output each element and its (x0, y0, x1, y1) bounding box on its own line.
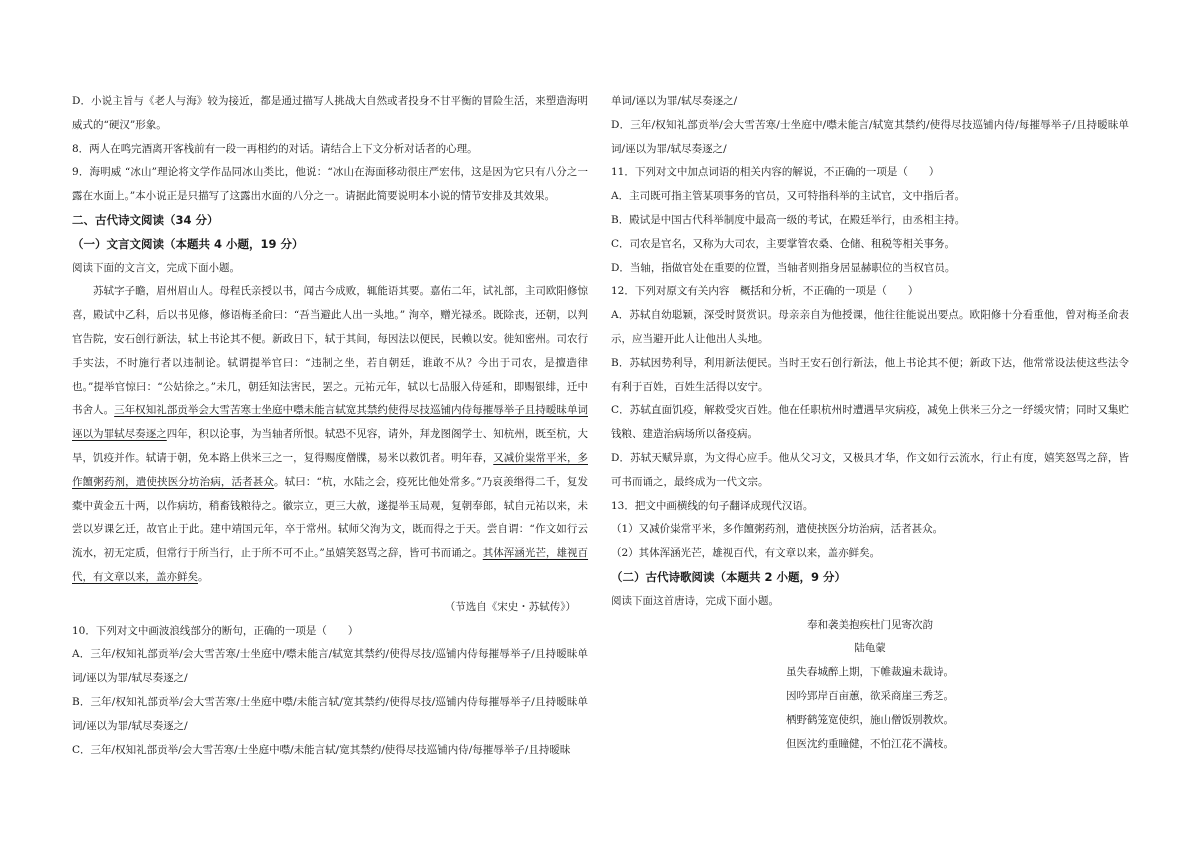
poem-line: 因吟郢岸百亩蕙，欲采商崖三秀芝。 (786, 689, 954, 702)
question-11-option-a: A．主司既可指主管某项事务的官员，又可特指科举的主试官，文中指后者。 (611, 190, 966, 203)
passage-source: （节选自《宋史・苏轼传》） (444, 600, 576, 613)
section-heading-ancient-poetry: （二）古代诗歌阅读（本题共 2 小题，9 分） (611, 569, 847, 584)
poem-author: 陆龟蒙 (854, 642, 886, 655)
passage-underlined-sentence-1: 又减价粜常平米，多作饘粥药剂，遣使挟医分坊治病，活者甚众 (72, 451, 588, 488)
question-10-option-d: D．三年/权知礼部贡举/会大雪苦寒/士坐庭中/噤未能言/轼宽其禁约/使得尽技巡铺内侍/每摧辱举子/且持暧昧单词/诬以为罪/轼尽奏逐之/ (611, 118, 1129, 155)
poem-line: 栖野鹤笼宽使织，施山僧饭别教炊。 (786, 713, 954, 726)
poem-title: 奉和袭美抱疾杜门见寄次韵 (807, 618, 933, 631)
passage-wavy-underlined-sentence: 三年权知礼部贡举会大雪苦寒士坐庭中噤未能言轼宽其禁约使得尽技巡铺内侍每摧辱举子且持暧昧单词诬以为罪轼尽奏逐之 (72, 404, 588, 441)
classical-passage (72, 280, 588, 589)
question-10: 10．下列对文中画波浪线部分的断句，正确的一项是（ ） (72, 624, 359, 637)
passage-text-c: 。轼曰：“杭，水陆之会，疫死比他处常多。”乃哀羡缗得二千，复发橐中黄金五十两，以作病坊，稍畜钱粮待之。徽宗立，更三大赦，遂提举玉局观，复朝奉郎，轼自元祐以来，未尝以岁课乞迁，故官止于此。建中靖国元年，卒于常州。轼师父洵为文，既而得之于天。尝自谓：“作文如行云流水，初无定质，但常行于所当行，止于所不可不止。”虽嬉笑怒骂之辞，皆可书而诵之。 (72, 475, 588, 560)
passage-text-end: 。 (198, 570, 209, 583)
poem-line: 虽失春城醉上期，下帷裁遍未裁诗。 (786, 666, 954, 679)
question-10-option-b: B．三年/权知礼部贡举/会大雪苦寒/士坐庭中噤/未能言轼/宽其禁约/使得尽技/巡铺内侍每摧辱举子/且持暧昧单词/诬以为罪/轼尽奏逐之/ (72, 695, 588, 732)
question-9: 9．海明威 “冰山”理论将文学作品同冰山类比，他说：“冰山在海面移动很庄严宏伟，这是因为它只有八分之一露在水面上。”本小说正是只描写了这露出水面的八分之一。请据此简要说明本小说的情节安排及其效果。 (72, 166, 588, 203)
question-12-option-d: D．苏轼天赋异禀，为文得心应手。他从父习文，又极具才华，作文如行云流水，行止有度，嬉笑怒骂之辞，皆可书而诵之，最终成为一代文宗。 (611, 451, 1129, 488)
question-10-option-c-continued: 单词/诬以为罪/轼尽奏逐之/ (611, 95, 738, 107)
question-12: 12．下列对原文有关内容 概括和分析，不正确的一项是（ ） (611, 285, 919, 298)
passage-text-a: 苏轼字子瞻，眉州眉山人。母程氏亲授以书，闻古今成败，辄能语其要。嘉佑二年，试礼部，主司欧阳修惊喜，殿试中乙科，后以书见修，修语梅圣俞曰：“吾当避此人出一头地。” 洵卒，赠光禄丞。既除丧，还朝，以判官告院，安石创行新法，轼上书论其不便。新政日下，轼于其间，每因法以便民，民赖以安。徙知密州。司农行手实法，不时施行者以违制论。轼谓提举官曰：“违制之坐，若自朝廷，谁敢不从？今出于司农，是擅造律也。”提举官惊曰：“公姑徐之。”未几，朝廷知法害民，罢之。元祐元年，轼以七品服入侍延和，即赐银绯，迁中书舍人。 (72, 285, 588, 417)
question-8: 8．两人在鸣完酒离开客栈前有一段一再相约的对话。请结合上下文分析对话者的心理。 (72, 142, 478, 155)
passage-underlined-sentence-2: 其体浑涵光芒，雄视百代，有文章以来，盖亦鲜矣 (72, 547, 589, 583)
question-11-option-b: B．殿试是中国古代科举制度中最高一级的考试，在殿廷举行，由丞相主持。 (611, 213, 966, 226)
question-10-option-c: C．三年/权知礼部贡举/会大雪苦寒/士坐庭中噤/未能言轼/宽其禁约/使得尽技巡铺内侍/每摧辱举子/且持暧昧 (72, 743, 571, 756)
question-13-part-1: （1）又减价粜常平米，多作饘粥药剂，遣使挟医分坊治病，活者甚众。 (611, 523, 944, 536)
section-heading-ancient-poetry-prose: 二、古代诗文阅读（34 分） (72, 212, 219, 227)
poem-line: 但医沈约重瞳健，不怕江花不满枝。 (786, 737, 954, 750)
question-13: 13．把文中画横线的句子翻译成现代汉语。 (611, 499, 814, 512)
question-12-option-b: B．苏轼因势利导，利用新法便民。当时王安石创行新法，他上书论其不便；新政下达，他常常设法使这些法令有利于百姓，百姓生活得以安宁。 (611, 356, 1129, 393)
right-column (611, 90, 1129, 756)
question-7-option-d: D．小说主旨与《老人与海》较为接近，都是通过描写人挑战大自然或者投身不甘平衡的冒险生活，来塑造海明威式的“硬汉”形象。 (72, 95, 588, 131)
passage-text-b: 四年，积以论事，为当轴者所恨。轼恐不见容，请外，拜龙图阁学士、知杭州，既至杭，大旱，饥疫并作。轼请于朝，免本路上供米三之一，复得赐度僧牒，易米以救饥者。明年春， (72, 428, 588, 464)
question-10-option-a: A．三年/权知礼部贡举/会大雪苦寒/士坐庭中/噤未能言/轼宽其禁约/使得尽技/巡铺内侍每摧辱举子/且持暧昧单词/诬以为罪/轼尽奏逐之/ (72, 648, 588, 685)
left-column (72, 90, 588, 762)
question-11-option-c: C．司农是官名，又称为大司农，主要掌管农桑、仓储、租税等相关事务。 (611, 237, 956, 250)
question-11: 11．下列对文中加点词语的相关内容的解说，不正确的一项是（ ） (611, 166, 940, 179)
question-12-option-a: A．苏轼自幼聪颖，深受时贤赏识。母亲亲自为他授课，他往往能说出要点。欧阳修十分看重他，曾对梅圣俞表示，应当避开此人让他出人头地。 (611, 309, 1129, 345)
reading-instruction: 阅读下面的文言文，完成下面小题。 (72, 261, 240, 274)
question-13-part-2: （2）其体浑涵光芒，雄视百代，有文章以来，盖亦鲜矣。 (611, 547, 881, 560)
question-11-option-d: D．当轴，指做官处在重要的位置，当轴者则指身居显赫职位的当权官员。 (611, 261, 956, 274)
question-12-option-c: C．苏轼直面饥疫，解救受灾百姓。他在任职杭州时遭遇旱灾病疫，减免上供米三分之一纾缓灾情；同时又集贮钱粮、建造治病场所以备疫病。 (611, 404, 1129, 441)
section-heading-classical-prose: （一）文言文阅读（本题共 4 小题，19 分） (72, 236, 304, 251)
poem-instruction: 阅读下面这首唐诗，完成下面小题。 (611, 594, 779, 607)
